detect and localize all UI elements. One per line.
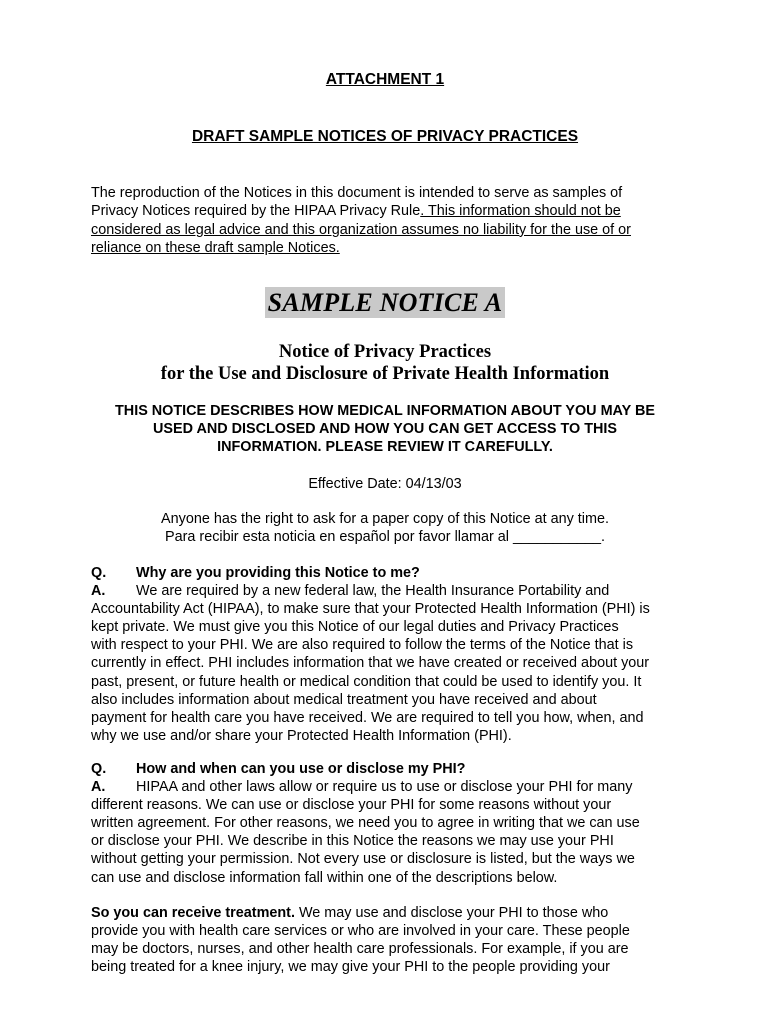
answer-line: also includes information about medical treatment you have received and about (91, 691, 597, 708)
treatment-line: being treated for a knee injury, we may give your PHI to the people providing your (91, 959, 610, 976)
sample-label-wrap (0, 287, 770, 318)
effective-date: Effective Date: 04/13/03 (308, 476, 462, 492)
intro-disclaimer-line: reliance on these draft sample Notices. (91, 240, 340, 257)
qa-block (91, 564, 691, 745)
answer-line: kept private. We must give you this Notice of our legal duties and Privacy Practices (91, 619, 619, 636)
answer-line: past, present, or future health or medical condition that could be used to identify you. It (91, 673, 642, 690)
question-text: Why are you providing this Notice to me? (136, 565, 420, 581)
notice-warning-line1: THIS NOTICE DESCRIBES HOW MEDICAL INFORMATION ABOUT YOU MAY BE (115, 403, 655, 419)
paper-copy-line: Anyone has the right to ask for a paper copy of this Notice at any time. (161, 511, 609, 527)
question-text: How and when can you use or disclose my PHI? (136, 761, 466, 777)
answer-tag: A. (91, 779, 106, 796)
answer-line: or disclose your PHI. We describe in this Notice the reasons we may use your PHI (91, 833, 614, 850)
question-line (91, 760, 691, 778)
answer-line: why we use and/or share your Protected Health Information (PHI). (91, 727, 512, 744)
question-tag: Q. (91, 761, 107, 777)
qa-block (91, 760, 691, 887)
treatment-first-line (91, 904, 691, 922)
treatment-line: may be doctors, nurses, and other health care professionals. For example, if you are (91, 941, 629, 958)
answer-line: can use and disclose information fall within one of the descriptions below. (91, 869, 558, 886)
answer-first-line: HIPAA and other laws allow or require us to use or disclose your PHI for many (136, 779, 633, 796)
treatment-first-line-rest: We may use and disclose your PHI to those who (294, 905, 609, 921)
answer-tag: A. (91, 583, 106, 600)
treatment-heading: So you can receive treatment. (91, 905, 295, 921)
answer-line: with respect to your PHI. We are also required to follow the terms of the Notice that is (91, 637, 634, 654)
answer-line: written agreement. For other reasons, we need you to agree in writing that we can use (91, 815, 640, 832)
answer-line (91, 778, 691, 796)
question-tag: Q. (91, 565, 107, 581)
answer-line (91, 582, 691, 600)
draft-title: DRAFT SAMPLE NOTICES OF PRIVACY PRACTICES (191, 128, 579, 145)
intro-disclaimer-start: . This information should not be (420, 203, 621, 220)
intro-line (91, 202, 691, 220)
answer-line: different reasons. We can use or disclose your PHI for some reasons without your (91, 797, 612, 814)
answer-line: currently in effect. PHI includes information that we have created or received about your (91, 655, 650, 672)
answer-line: without getting your permission. Not every use or disclosure is listed, but the ways we (91, 851, 635, 868)
answer-line: Accountability Act (HIPAA), to make sure that your Protected Health Information (PHI) is (91, 601, 650, 618)
question-line (91, 564, 691, 582)
intro-line: The reproduction of the Notices in this document is intended to serve as samples of (91, 185, 623, 201)
notice-title-line1: Notice of Privacy Practices (278, 342, 492, 362)
notice-warning-line2: USED AND DISCLOSED AND HOW YOU CAN GET ACCESS TO THIS (153, 421, 617, 437)
sample-notice-label: SAMPLE NOTICE A (265, 287, 506, 318)
answer-first-line: We are required by a new federal law, the Health Insurance Portability and (136, 583, 610, 600)
notice-title-line2: for the Use and Disclosure of Private Health Information (160, 364, 610, 384)
notice-warning-line3: INFORMATION. PLEASE REVIEW IT CAREFULLY. (217, 439, 553, 455)
answer-line: payment for health care you have received. We are required to tell you how, when, and (91, 709, 644, 726)
intro-line-plain: Privacy Notices required by the HIPAA Privacy Rule (91, 203, 421, 220)
intro-disclaimer-line: considered as legal advice and this organization assumes no liability for the use of or (91, 221, 631, 238)
treatment-paragraph (91, 904, 691, 976)
intro-paragraph (91, 184, 691, 258)
treatment-line: provide you with health care services or who are involved in your care. These people (91, 923, 630, 940)
attachment-title: ATTACHMENT 1 (325, 71, 445, 88)
spanish-line: Para recibir esta noticia en español por favor llamar al ___________. (165, 529, 605, 545)
